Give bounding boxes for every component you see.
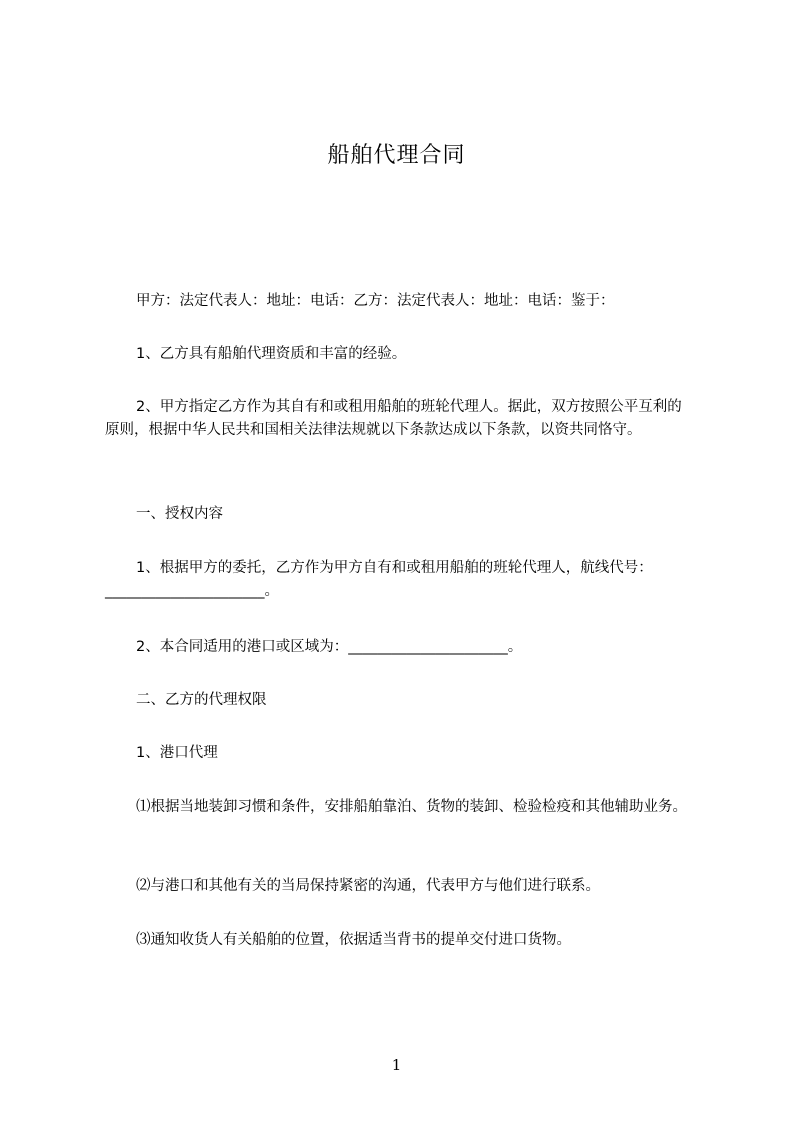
clause-1-2-end: 。 bbox=[507, 639, 523, 655]
clause-1-1-text: 1、根据甲方的委托，乙方作为甲方自有和或租用船舶的班轮代理人，航线代号： bbox=[136, 560, 653, 576]
recital-1: 1、乙方具有船舶代理资质和丰富的经验。 bbox=[136, 346, 407, 362]
page-number: 1 bbox=[391, 1056, 402, 1074]
section-2-heading: 二、乙方的代理权限 bbox=[136, 692, 267, 708]
item-3: ⑶通知收货人有关船舶的位置，依据适当背书的提单交付进口货物。 bbox=[136, 932, 571, 948]
parties-line: 甲方：法定代表人：地址：电话：乙方：法定代表人：地址：电话：鉴于： bbox=[136, 293, 615, 309]
route-code-blank: ______________________ bbox=[105, 583, 265, 599]
section-1-heading: 一、授权内容 bbox=[136, 506, 223, 522]
document-title: 船舶代理合同 bbox=[327, 143, 466, 168]
port-area-blank: ______________________ bbox=[348, 639, 508, 655]
subsection-1-heading: 1、港口代理 bbox=[136, 745, 218, 761]
clause-1-2-text: 2、本合同适用的港口或区域为： bbox=[136, 639, 349, 655]
item-1: ⑴根据当地装卸习惯和条件，安排船舶靠泊、货物的装卸、检验检疫和其他辅助业务。 bbox=[136, 799, 687, 815]
clause-1-1-end: 。 bbox=[264, 583, 279, 599]
item-2: ⑵与港口和其他有关的当局保持紧密的沟通，代表甲方与他们进行联系。 bbox=[136, 878, 600, 894]
clause-1-2 bbox=[105, 636, 695, 659]
clause-1-1 bbox=[105, 557, 695, 603]
recital-2: 2、甲方指定乙方作为其自有和或租用船舶的班轮代理人。据此，双方按照公平互利的原则，根据中华人民共和国相关法律法规就以下条款达成以下条款，以资共同恪守。 bbox=[105, 399, 682, 438]
